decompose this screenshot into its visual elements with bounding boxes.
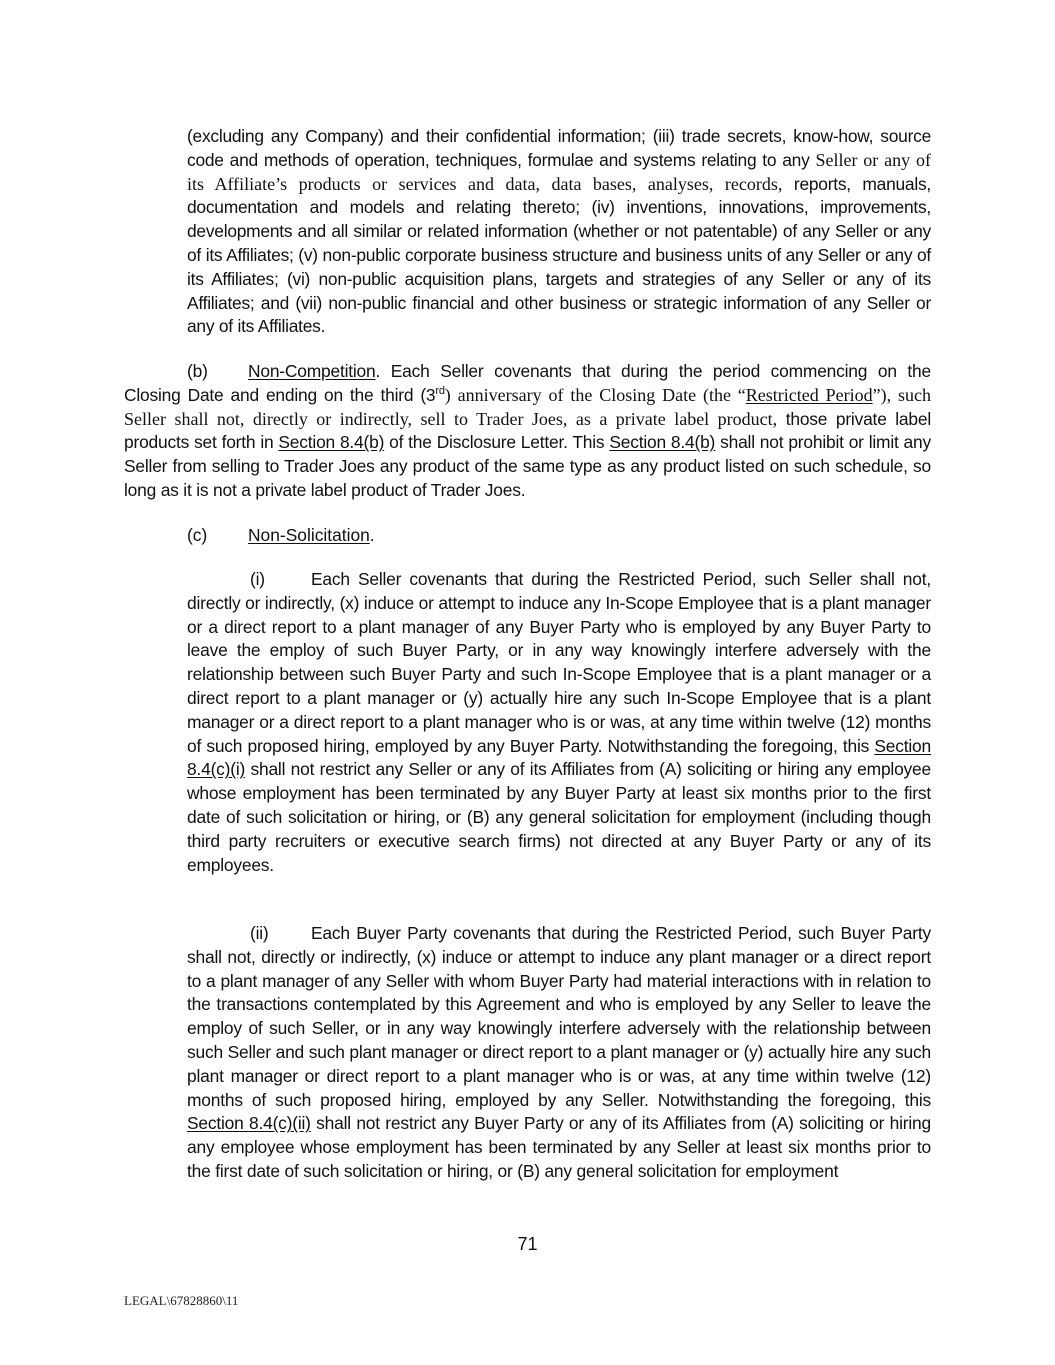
paragraph-c [187,524,931,548]
paragraph-c-ii-text-1: Each Buyer Party covenants that during the Restricted Period, such Buyer Party shall not, directly or indirectly, (x) induce or attempt to induce any plant manager or a direct report to a plant manager of any Seller with whom Buyer Party had material interactions with in relation to the transactions contemplated by this Agreement and who is employed by any Seller to leave the employ of such Seller, or in any way knowingly interfere adversely with the relationship between such Seller and such plant manager or direct report to a plant manager or (y) actually hire any such plant manager or direct report to a plant manager who is or was, at any time within twelve (12) months of such proposed hiring, employed by any Seller. Notwithstanding the foregoing, this [187,923,931,1110]
paragraph-b-text-1: . Each Seller covenants that during the period commencing on the Closing Date and ending on the third (3 [124,361,931,405]
paragraph-b-text-3: ”), such Seller shall not, directly or indirectly, sell to Trader Joes, as a private label product, [124,384,931,429]
paragraph-c-i-text-1: Each Seller covenants that during the Restricted Period, such Seller shall not, directly or indirectly, (x) induce or attempt to induce any In-Scope Employee that is a plant manager or a direct report to a plant manager of any Buyer Party who is employed by any Buyer Party to leave the employ of such Buyer Party, or in any way knowingly interfere adversely with the relationship between such Buyer Party and such In-Scope Employee that is a plant manager or a direct report to a plant manager or (y) actually hire any such In-Scope Employee that is a plant manager or a direct report to a plant manager who is or was, at any time within twelve (12) months of such proposed hiring, employed by any Buyer Party. Notwithstanding the foregoing, this [187,569,931,756]
paragraph-a-continuation [187,125,931,339]
paragraph-b-text-4: those private label products set forth in [124,408,932,453]
paragraph-a-text-2-serif: Seller or any of its Affiliate’s products or services and data, data bases, analyses, records, [187,149,931,194]
paragraph-c-heading: Non-Solicitation [248,525,370,545]
paragraph-b-text-5: of the Disclosure Letter. This [384,432,610,453]
paragraph-a-text-1: (excluding any Company) and their confidential information; (iii) trade secrets, know-how, source code and methods of operation, techniques, formulae and systems relating to any [187,126,931,170]
paragraph-b-section-ref-1: Section 8.4(b) [278,432,385,453]
footer-document-code: LEGAL\67828860\11 [124,1293,239,1308]
paragraph-c-ii-section-ref: Section 8.4(c)(ii) [187,1113,311,1134]
paragraph-b-defined-term: Restricted Period [745,384,873,405]
paragraph-c-i-text-2: shall not restrict any Seller or any of its Affiliates from (A) soliciting or hiring any employee whose employment has been terminated by any Buyer Party at least six months prior to the first date of such solicitation or hiring, or (B) any general solicitation for employment (including though third party recruiters or executive search firms) not directed at any Buyer Party or any of its employees. [187,759,931,875]
paragraph-c-i [187,568,931,877]
paragraph-c-ii-text-2: shall not restrict any Buyer Party or any of its Affiliates from (A) soliciting or hiring any employee whose employment has been terminated by any Seller at least six months prior to the first date of such solicitation or hiring, or (B) any general solicitation for employment [187,1113,931,1181]
paragraph-b-label: (b) [187,361,208,381]
paragraph-b [124,360,931,503]
paragraph-b-text-2: ) anniversary of the Closing Date (the “ [444,384,746,405]
paragraph-c-ii [187,922,931,1184]
paragraph-b-superscript: rd [435,384,445,397]
paragraph-a-text-3: reports, manuals, documentation and models and relating thereto; (iv) inventions, innovations, improvements, developments and all similar or related information (whether or not patentable) of any Seller or any of its Affiliates; (v) non-public corporate business structure and business units of any Seller or any of its Affiliates; (vi) non-public acquisition plans, targets and strategies of any Seller or any of its Affiliates; and (vii) non-public financial and other business or strategic information of any Seller or any of its Affiliates. [187,173,931,337]
paragraph-c-period: . [369,525,375,545]
paragraph-c-label: (c) [187,525,208,545]
paragraph-b-heading: Non-Competition [248,361,376,381]
paragraph-c-i-label: (i) [250,569,265,589]
page-number: 71 [517,1234,538,1254]
paragraph-b-section-ref-2: Section 8.4(b) [609,432,716,453]
paragraph-c-ii-label: (ii) [250,923,269,943]
paragraph-b-text-6: shall not prohibit or limit any Seller from selling to Trader Joes any product of the same type as any product listed on such schedule, so long as it is not a private label product of Trader Joes. [124,432,931,500]
paragraph-c-i-section-ref: Section 8.4(c)(i) [187,735,931,780]
